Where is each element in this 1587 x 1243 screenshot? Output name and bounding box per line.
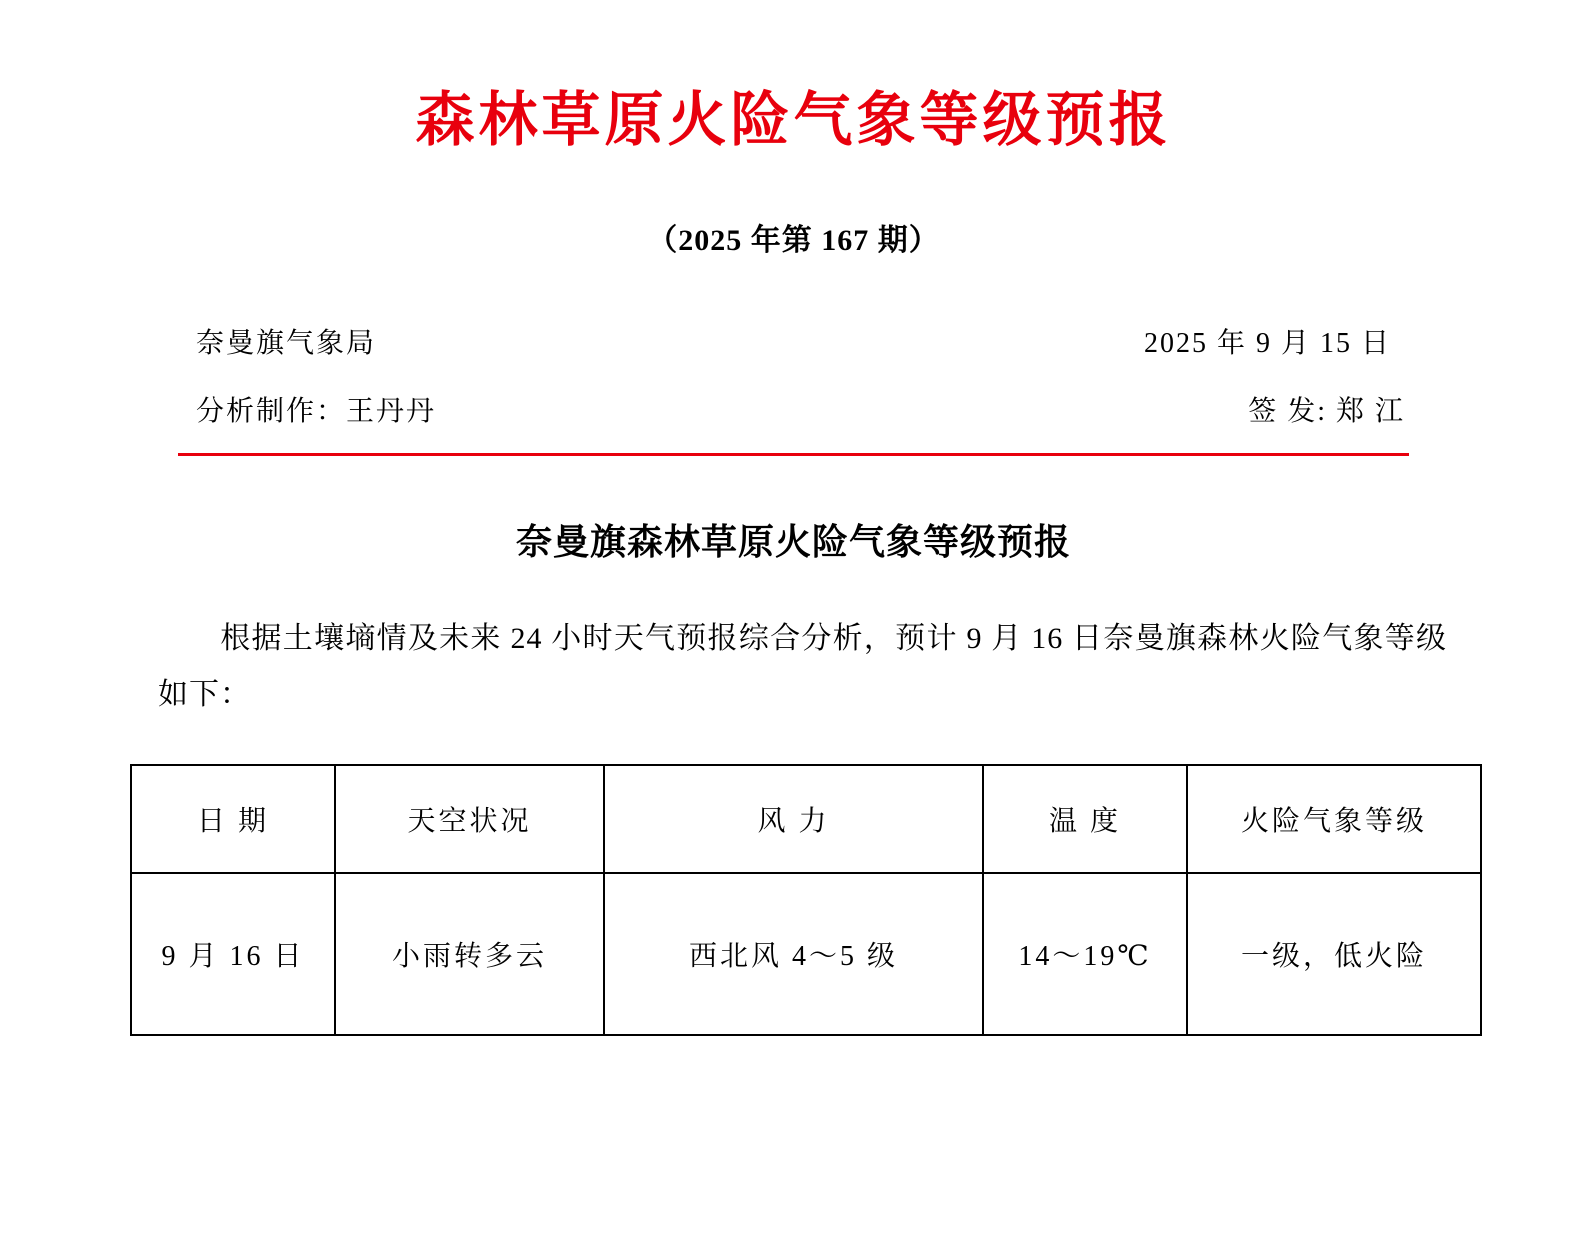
table-row (131, 873, 1481, 1035)
cell-date: 9 月 16 日 (131, 873, 335, 1035)
header-divider (178, 453, 1409, 456)
cell-wind: 西北风 4～5 级 (604, 873, 983, 1035)
meta-row-issuer (130, 321, 1457, 361)
cell-sky: 小雨转多云 (335, 873, 604, 1035)
column-header-date: 日 期 (131, 765, 335, 873)
column-header-temperature: 温 度 (983, 765, 1187, 873)
issuer-name: 奈曼旗气象局 (196, 328, 377, 359)
issue-number: （2025 年第 167 期） (647, 224, 940, 257)
section-title: 奈曼旗森林草原火险气象等级预报 (515, 522, 1071, 563)
cell-fire-level: 一级，低火险 (1187, 873, 1481, 1035)
table-header-row (131, 765, 1481, 873)
fire-risk-table (130, 764, 1482, 1036)
issue-date: 2025 年 9 月 15 日 (1143, 328, 1391, 359)
document-page (0, 72, 1587, 1243)
forecast-paragraph (130, 611, 1457, 722)
column-header-wind: 风 力 (604, 765, 983, 873)
page-title: 森林草原火险气象等级预报 (415, 85, 1172, 154)
meta-row-signers (130, 389, 1457, 429)
column-header-sky: 天空状况 (335, 765, 604, 873)
column-header-fire-level: 火险气象等级 (1187, 765, 1481, 873)
cell-temperature: 14～19℃ (983, 873, 1187, 1035)
paragraph-text: 根据土壤墒情及未来 24 小时天气预报综合分析，预计 9 月 16 日奈曼旗森林火险气象等级如下： (158, 622, 1447, 711)
analyst-label: 分析制作：王丹丹 (196, 396, 437, 427)
signer-label: 签 发: 郑 江 (1248, 396, 1405, 427)
